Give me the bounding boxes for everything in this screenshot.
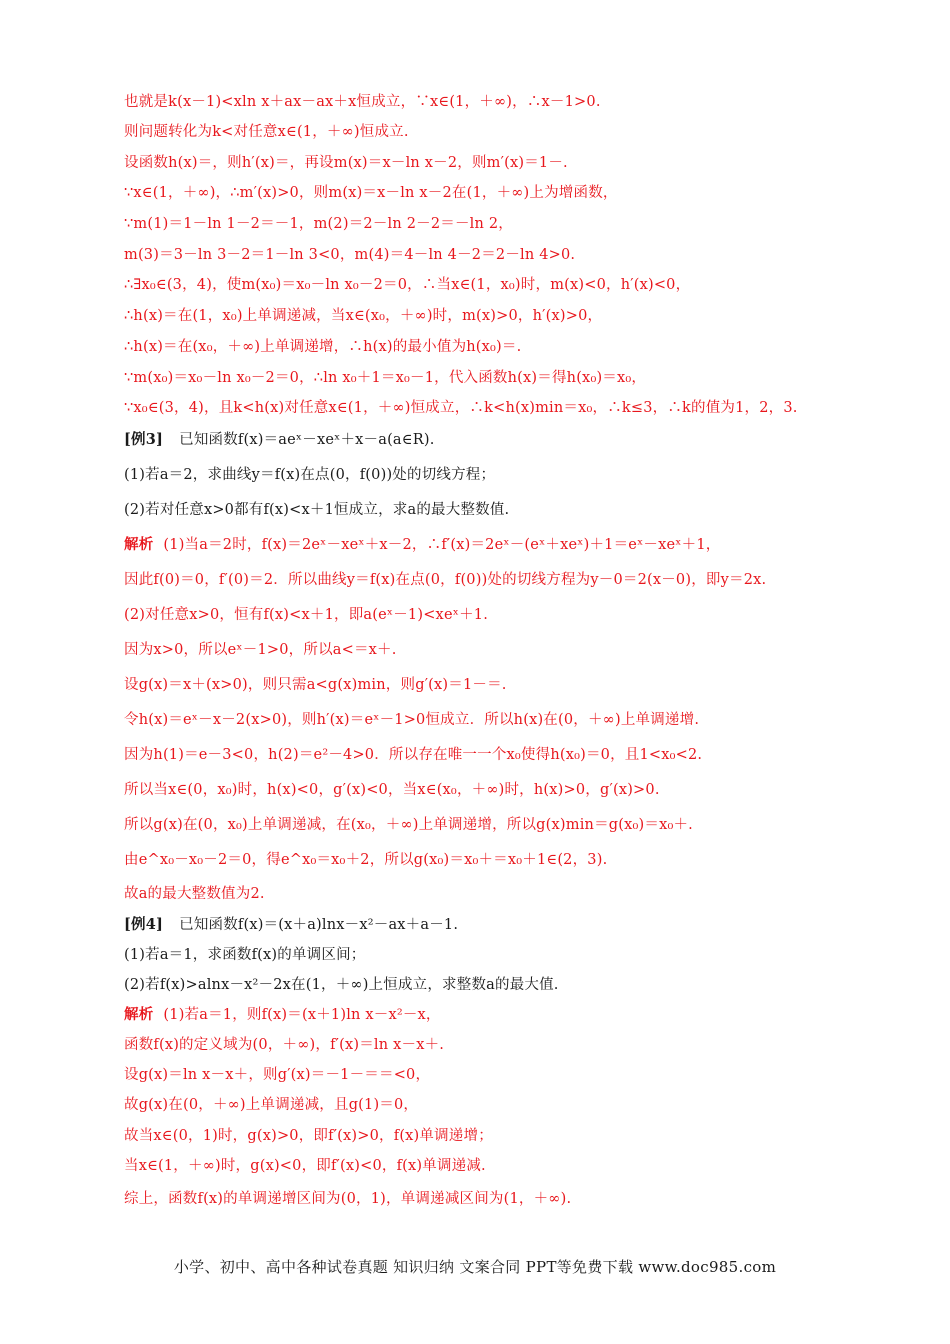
line-text: 故g(x)在(0，＋∞)上单调递减，且g(1)＝0， (124, 1097, 419, 1113)
text-line (124, 337, 521, 357)
text-line (124, 640, 397, 660)
text-line (124, 245, 575, 265)
text-line (124, 368, 646, 388)
line-text: 综上，函数f(x)的单调递增区间为(0，1)，单调递减区间为(1，＋∞). (124, 1191, 572, 1207)
line-text: 由e^x₀－x₀－2＝0，得e^x₀＝x₀＋2，所以g(x₀)＝x₀＋＝x₀＋1∈(2，3). (124, 852, 608, 868)
line-text: (1)若a＝1，求函数f(x)的单调区间； (124, 947, 366, 963)
text-line (124, 1065, 430, 1085)
line-text: 也就是k(x－1)<xln x＋ax－ax＋x恒成立，∵x∈(1，＋∞)，∴x－1>0. (124, 94, 601, 110)
line-text: 故a的最大整数值为2. (124, 886, 265, 902)
text-line (124, 605, 488, 625)
text-line (124, 710, 699, 730)
text-line (124, 275, 690, 295)
text-line (124, 675, 507, 695)
line-text: ∵x₀∈(3，4)，且k<h(x)对任意x∈(1，＋∞)恒成立，∴k<h(x)min＝x₀，∴k≤3，∴k的值为1，2，3. (124, 400, 798, 416)
line-text: (1)若a＝2，求曲线y＝f(x)在点(0，f(0))处的切线方程； (124, 467, 496, 483)
text-line (124, 570, 766, 590)
line-text: (2)若对任意x>0都有f(x)<x＋1恒成立，求a的最大整数值. (124, 502, 510, 518)
text-line (124, 1095, 418, 1115)
section-tag: 解析 (124, 1006, 154, 1023)
text-line (124, 780, 660, 800)
line-text: m(3)＝3－ln 3－2＝1－ln 3<0，m(4)＝4－ln 4－2＝2－ln 4>0. (124, 247, 576, 263)
text-line (124, 153, 568, 173)
text-line (124, 398, 798, 418)
text-line (124, 850, 607, 870)
text-line (124, 745, 702, 765)
line-text: 当x∈(1，＋∞)时，g(x)<0，即f′(x)<0，f(x)单调递减. (124, 1158, 486, 1174)
section-tag: [例4] (124, 916, 164, 933)
text-line (124, 975, 559, 995)
line-text: 所以g(x)在(0，x₀)上单调递减，在(x₀，＋∞)上单调递增，所以g(x)min＝g(x₀)＝x₀＋. (124, 817, 693, 833)
line-text: ∵x∈(1，＋∞)，∴m′(x)>0，则m(x)＝x－ln x－2在(1，＋∞)上为增函数， (124, 185, 618, 201)
line-text: 函数f(x)的定义域为(0，＋∞)，f′(x)＝ln x－x＋. (124, 1037, 445, 1053)
text-line (124, 1005, 441, 1025)
line-text: 因为h(1)＝e－3<0，h(2)＝e²－4>0．所以存在唯一一个x₀使得h(x₀)＝0，且1<x₀<2. (124, 747, 703, 763)
line-text: 因此f(0)＝0，f′(0)＝2．所以曲线y＝f(x)在点(0，f(0))处的切线方程为y－0＝2(x－0)，即y＝2x. (124, 572, 767, 588)
line-text: 设函数h(x)＝，则h′(x)＝，再设m(x)＝x－ln x－2，则m′(x)＝1－. (124, 155, 568, 171)
text-line (124, 915, 458, 935)
line-text: 因为x>0，所以eˣ－1>0，所以a<＝x＋. (124, 642, 397, 658)
text-line (124, 815, 693, 835)
text-line (124, 884, 265, 904)
line-text: 则问题转化为k<对任意x∈(1，＋∞)恒成立. (124, 124, 409, 140)
text-line (124, 465, 495, 485)
line-text: ∴h(x)＝在(1，x₀)上单调递减，当x∈(x₀，＋∞)时，m(x)>0，h′(x)>0， (124, 308, 603, 324)
text-line (124, 945, 365, 965)
text-line (124, 1126, 493, 1146)
line-text: 已知函数f(x)＝(x＋a)lnx－x²－ax＋a－1. (179, 917, 459, 933)
line-text: 所以当x∈(0，x₀)时，h(x)<0，g′(x)<0，当x∈(x₀，＋∞)时，h(x)>0，g′(x)>0. (124, 782, 660, 798)
text-line (124, 214, 513, 234)
section-tag: 解析 (124, 536, 154, 553)
line-text: (2)若f(x)>alnx－x²－2x在(1，＋∞)上恒成立，求整数a的最大值. (124, 977, 559, 993)
text-line (124, 183, 618, 203)
line-text: (2)对任意x>0，恒有f(x)<x＋1，即a(eˣ－1)<xeˣ＋1. (124, 607, 488, 623)
text-line (124, 430, 435, 450)
text-line (124, 1189, 571, 1209)
line-text: ∴h(x)＝在(x₀，＋∞)上单调递增，∴h(x)的最小值为h(x₀)＝. (124, 339, 522, 355)
line-text: (1)当a＝2时，f(x)＝2eˣ－xeˣ＋x－2，∴f′(x)＝2eˣ－(eˣ＋xeˣ)＋1＝eˣ－xeˣ＋1， (163, 537, 721, 553)
line-text: 已知函数f(x)＝aeˣ－xeˣ＋x－a(a∈R). (179, 432, 435, 448)
text-line (124, 1035, 444, 1055)
text-line (124, 122, 409, 142)
line-text: 故当x∈(0，1)时，g(x)>0，即f′(x)>0，f(x)单调递增； (124, 1128, 493, 1144)
line-text: (1)若a＝1，则f(x)＝(x＋1)ln x－x²－x， (163, 1007, 441, 1023)
section-tag: [例3] (124, 431, 164, 448)
text-line (124, 92, 601, 112)
line-text: ∵m(x₀)＝x₀－ln x₀－2＝0，∴ln x₀＋1＝x₀－1，代入函数h(x)＝得h(x₀)＝x₀， (124, 370, 647, 386)
line-text: 令h(x)＝eˣ－x－2(x>0)，则h′(x)＝eˣ－1>0恒成立．所以h(x)在(0，＋∞)上单调递增. (124, 712, 700, 728)
text-line (124, 500, 509, 520)
text-line (124, 306, 602, 326)
page-footer: 小学、初中、高中各种试卷真题 知识归纳 文案合同 PPT等免费下载 www.doc985.com (173, 1258, 777, 1276)
line-text: 设g(x)＝x＋(x>0)，则只需a<g(x)min，则g′(x)＝1－＝. (124, 677, 507, 693)
line-text: ∵m(1)＝1－ln 1－2＝－1，m(2)＝2－ln 2－2＝－ln 2， (124, 216, 513, 232)
line-text: ∴∃x₀∈(3，4)，使m(x₀)＝x₀－ln x₀－2＝0，∴当x∈(1，x₀)时，m(x)<0，h′(x)<0， (124, 277, 691, 293)
text-line (124, 1156, 486, 1176)
line-text: 设g(x)＝ln x－x＋，则g′(x)＝－1－＝＝<0， (124, 1067, 431, 1083)
text-line (124, 535, 720, 555)
